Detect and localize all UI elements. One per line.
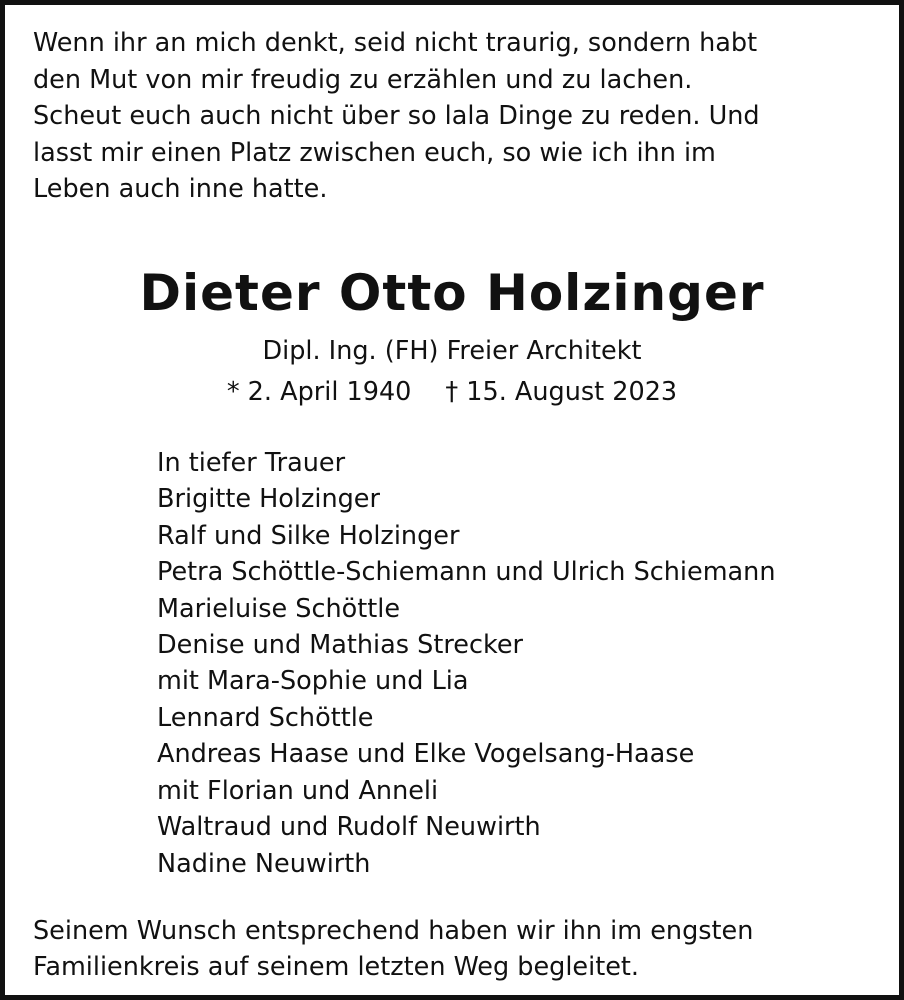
mourner: In tiefer Trauer: [157, 448, 346, 478]
death-date: † 15. August 2023: [445, 377, 678, 407]
deceased-name: Dieter Otto Holzinger: [139, 264, 765, 322]
birth-date: * 2. April 1940: [226, 377, 412, 407]
intro-line: den Mut von mir freudig zu erzählen und zu lachen.: [33, 65, 693, 95]
mourner: Denise und Mathias Strecker: [157, 630, 524, 660]
mourner: Marieluise Schöttle: [157, 594, 401, 624]
mourner: Andreas Haase und Elke Vogelsang-Haase: [157, 739, 695, 769]
profession: Dipl. Ing. (FH) Freier Architekt: [262, 336, 642, 366]
mourner: mit Mara-Sophie und Lia: [157, 666, 469, 696]
mourner: mit Florian und Anneli: [157, 776, 439, 806]
intro-line: lasst mir einen Platz zwischen euch, so wie ich ihn im: [33, 138, 716, 168]
mourner: Ralf und Silke Holzinger: [157, 521, 460, 551]
closing-line: Familienkreis auf seinem letzten Weg begleitet.: [33, 952, 639, 982]
intro-line: Wenn ihr an mich denkt, seid nicht traurig, sondern habt: [33, 28, 758, 58]
intro-line: Leben auch inne hatte.: [33, 174, 328, 204]
life-dates: [5, 374, 899, 410]
mourner: Lennard Schöttle: [157, 703, 374, 733]
closing-line: Seinem Wunsch entsprechend haben wir ihn im engsten: [33, 916, 754, 946]
mourner: Nadine Neuwirth: [157, 849, 371, 879]
intro-line: Scheut euch auch nicht über so lala Dinge zu reden. Und: [33, 101, 760, 131]
mourner: Brigitte Holzinger: [157, 484, 380, 514]
mourner: Waltraud und Rudolf Neuwirth: [157, 812, 541, 842]
mourner: Petra Schöttle-Schiemann und Ulrich Schiemann: [157, 557, 776, 587]
